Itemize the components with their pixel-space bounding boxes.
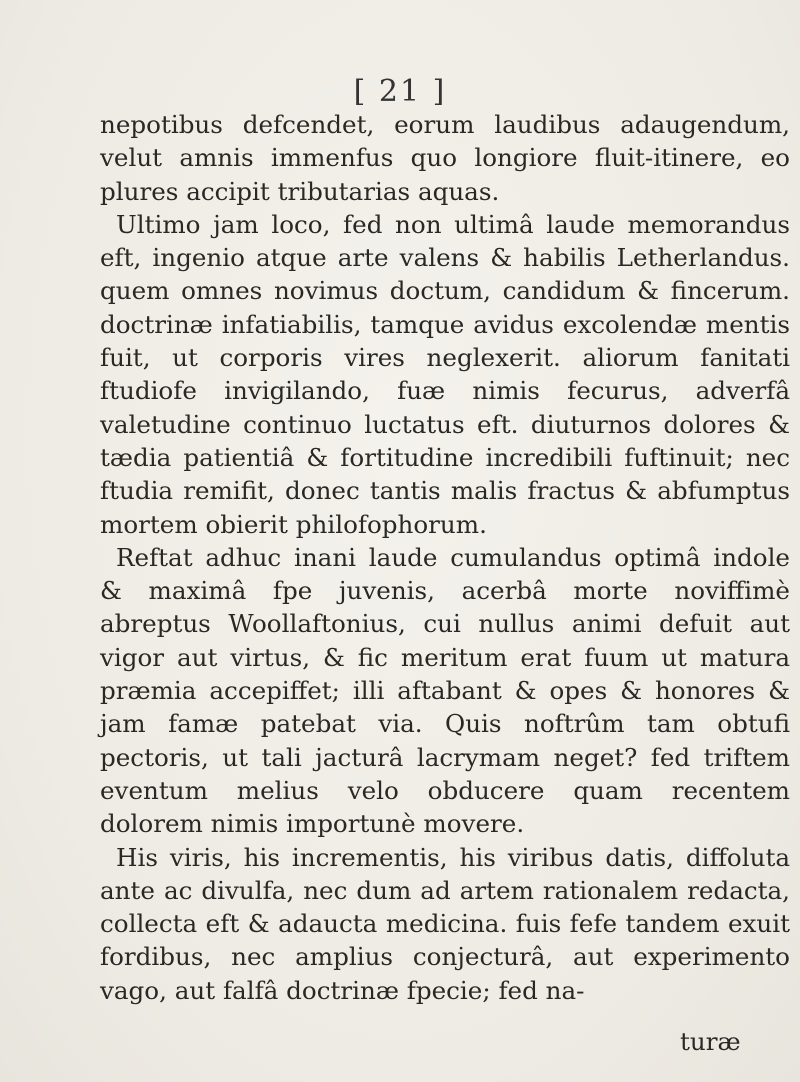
paragraph-2: Ultimo jam loco, fed non ultimâ laude memorandus eft, ingenio atque arte valens & habilis Letherlandus. quem omnes novimus doctum, candidum & fincerum. doctrinæ infatiabilis, tamque avidus excolendæ mentis fuit, ut corporis vires neglexerit. aliorum fanitati ftudiofe invigilando, fuæ nimis fecurus, adverfâ valetudine continuo luctatus eft. diuturnos dolores & tædia patientiâ & fortitudine incredibili fuftinuit; nec ftudia remifit, donec tantis malis fractus & abfumptus mortem obierit philofophorum.	[100, 209, 790, 539]
paragraph-3: Reftat adhuc inani laude cumulandus optimâ indole & maximâ fpe juvenis, acerbâ morte noviffimè abreptus Woollaftonius, cui nullus animi defuit aut vigor aut virtus, & fic meritum erat fuum ut matura præmia accepiffet; illi aftabant & opes & honores & jam famæ patebat via. Quis noftrûm tam obtufi pectoris, ut tali jacturâ lacrymam neget? fed triftem eventum melius velo obducere quam recentem dolorem nimis importunè movere.	[100, 542, 790, 839]
paragraph-1: nepotibus defcendet, eorum laudibus adaugendum, velut amnis immenfus quo longiore fluit-itinere, eo plures accipit tributarias aquas.	[100, 110, 790, 206]
body-text	[100, 108, 790, 1007]
catchword: turæ	[680, 1027, 741, 1056]
page-number-header: [ 21 ]	[353, 74, 447, 109]
paragraph-4: His viris, his incrementis, his viribus datis, diffoluta ante ac divulfa, nec dum ad artem rationalem redacta, collecta eft & adaucta medicina. fuis fefe tandem exuit fordibus, nec amplius conjecturâ, aut experimento vago, aut falfâ doctrinæ fpecie; fed na-	[100, 842, 790, 1005]
